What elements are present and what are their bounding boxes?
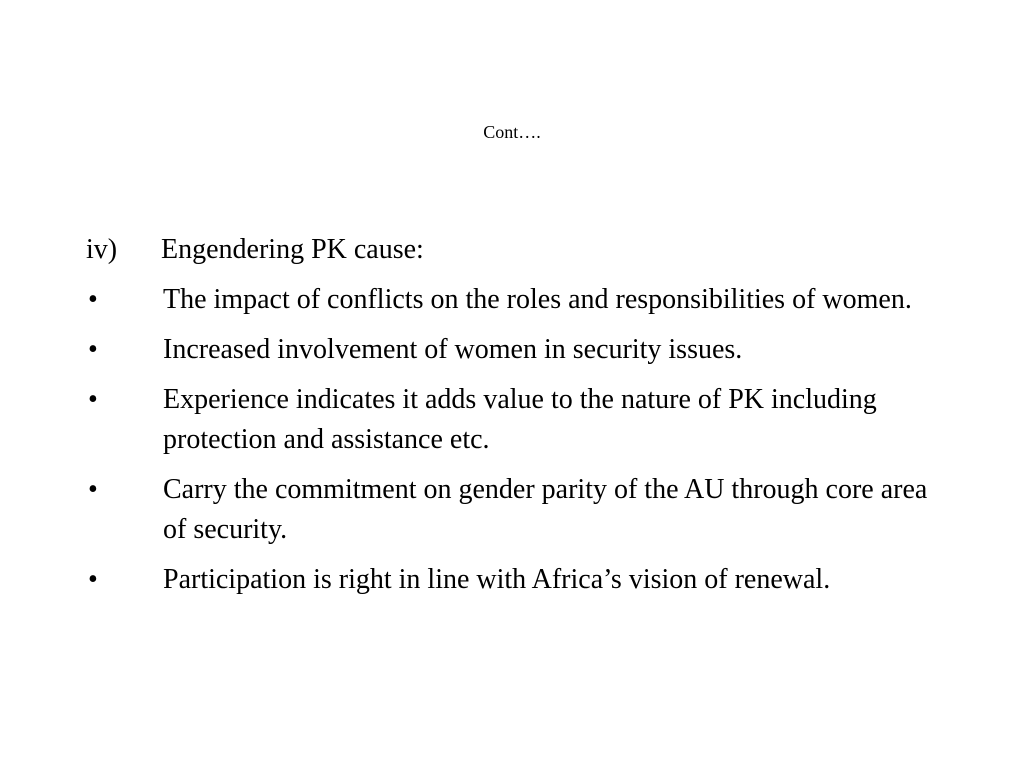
roman-numeral-marker: iv) bbox=[86, 234, 118, 265]
list-item bbox=[86, 470, 946, 550]
slide-title: Cont…. bbox=[483, 122, 541, 142]
list-item-text: Increased involvement of women in security issues. bbox=[163, 334, 743, 365]
list-item bbox=[86, 280, 946, 320]
list-item bbox=[86, 330, 946, 370]
content-list bbox=[86, 230, 946, 610]
list-item-heading bbox=[86, 230, 946, 270]
bullet-icon: • bbox=[88, 284, 98, 315]
list-item-text: Engendering PK cause: bbox=[161, 234, 424, 265]
list-item-text: The impact of conflicts on the roles and responsibilities of women. bbox=[163, 284, 912, 315]
list-item-text: Participation is right in line with Africa’s vision of renewal. bbox=[163, 564, 831, 595]
bullet-icon: • bbox=[88, 474, 98, 505]
list-item-text: Experience indicates it adds value to the nature of PK including protection and assistance etc. bbox=[163, 384, 877, 455]
list-item bbox=[86, 380, 946, 460]
bullet-icon: • bbox=[88, 564, 98, 595]
list-item-text: Carry the commitment on gender parity of the AU through core area of security. bbox=[163, 474, 928, 545]
list-item bbox=[86, 560, 946, 600]
bullet-icon: • bbox=[88, 384, 98, 415]
bullet-icon: • bbox=[88, 334, 98, 365]
